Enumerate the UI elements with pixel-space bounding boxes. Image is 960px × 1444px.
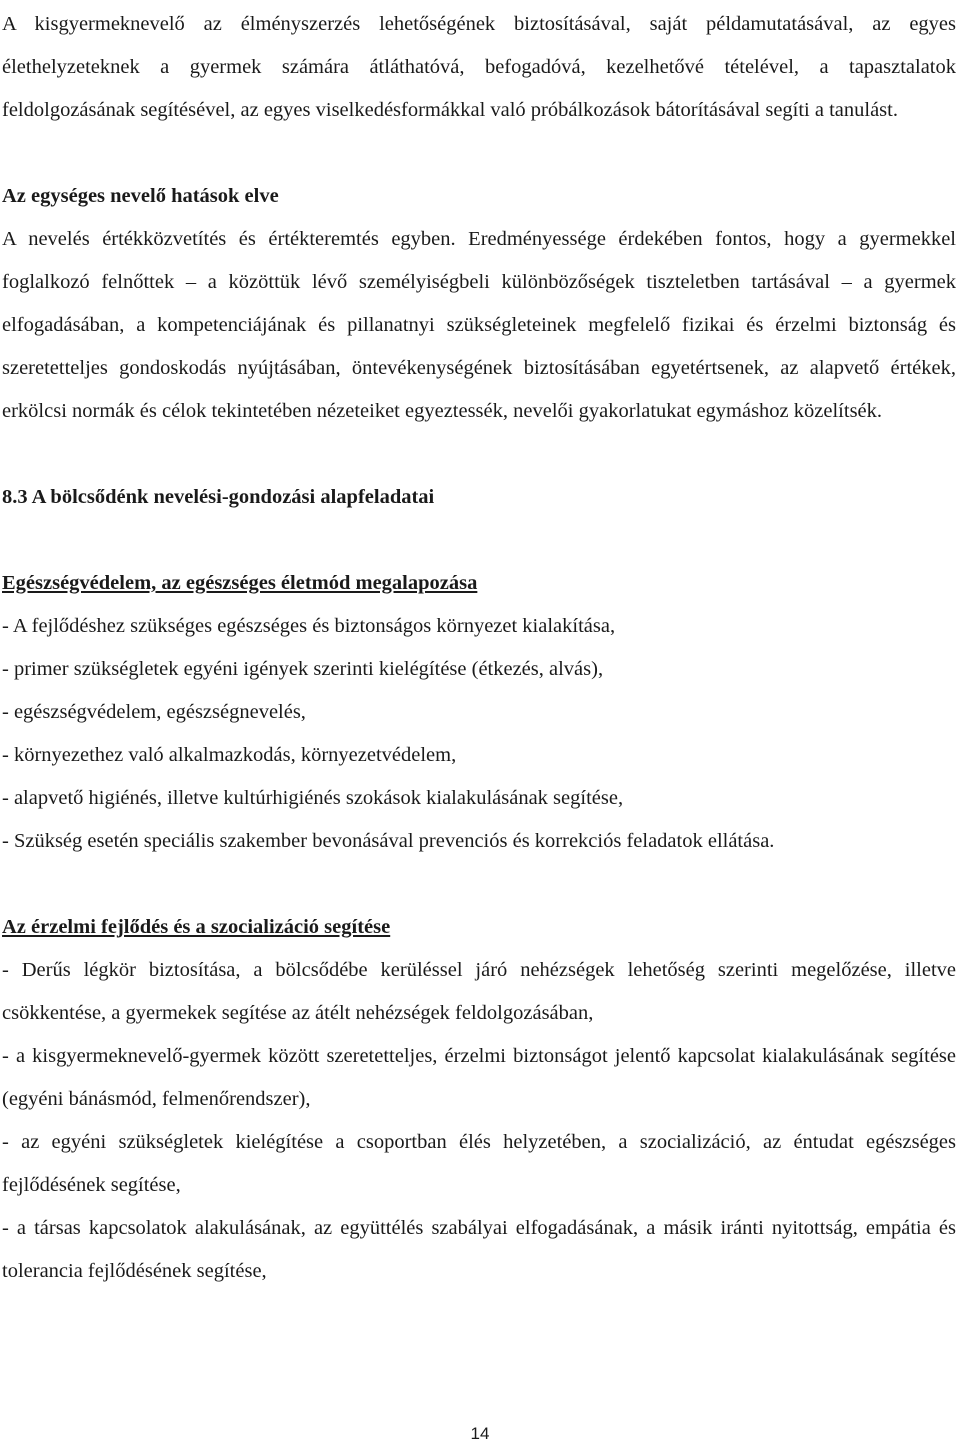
health-list (2, 605, 956, 863)
spacer (2, 863, 956, 906)
list-item: - Derűs légkör biztosítása, a bölcsődébe kerüléssel járó nehézségek lehetőség szerinti megelőzése, illetve csökkentése, a gyermekek segítése az átélt nehézségek feldolgozásában, (2, 959, 956, 1024)
list-item: - Szükség esetén speciális szakember bevonásával prevenciós és korrekciós feladatok ellátása. (2, 830, 775, 852)
section-heading-health: Egészségvédelem, az egészséges életmód megalapozása (2, 572, 478, 594)
spacer (2, 132, 956, 175)
section-heading-basic-tasks: 8.3 A bölcsődénk nevelési-gondozási alapfeladatai (2, 486, 435, 508)
list-item: - a kisgyermeknevelő-gyermek között szeretetteljes, érzelmi biztonságot jelentő kapcsolat kialakulásának segítése (egyéni bánásmód, felmenőrendszer), (2, 1045, 956, 1110)
list-item: - primer szükségletek egyéni igények szerinti kielégítése (étkezés, alvás), (2, 658, 604, 680)
list-item: - A fejlődéshez szükséges egészséges és biztonságos környezet kialakítása, (2, 615, 616, 637)
spacer (2, 433, 956, 476)
emotional-list (2, 949, 956, 1293)
list-item: - az egyéni szükségletek kielégítése a csoportban élés helyzetében, a szocializáció, az éntudat egészséges fejlődésének segítése, (2, 1131, 956, 1196)
list-item: - környezethez való alkalmazkodás, környezetvédelem, (2, 744, 457, 766)
list-item: - alapvető higiénés, illetve kultúrhigiénés szokások kialakulásának segítése, (2, 787, 624, 809)
page-number: 14 (470, 1424, 490, 1443)
list-item: - a társas kapcsolatok alakulásának, az együttélés szabályai elfogadásának, a másik iránti nyitottság, empátia és tolerancia fejlődésének segítése, (2, 1217, 956, 1282)
spacer (2, 519, 956, 562)
list-item: - egészségvédelem, egészségnevelés, (2, 701, 306, 723)
document-page (2, 0, 956, 1293)
section-heading-emotional: Az érzelmi fejlődés és a szocializáció segítése (2, 916, 391, 938)
unified-principle-paragraph: A nevelés értékközvetítés és értékteremtés egyben. Eredményessége érdekében fontos, hogy a gyermekkel foglalkozó felnőttek – a közöttük lévő személyiségbeli különbözőségek tiszteletben tartásával – a gyermek elfogadásában, a kompetenciájának és pillanatnyi szükségleteinek megfelelő fizikai és érzelmi biztonság és szeretetteljes gondoskodás nyújtásában, öntevékenységének biztosításában egyetértsenek, az alapvető értékek, erkölcsi normák és célok tekintetében nézeteiket egyeztessék, nevelői gyakorlatukat egymáshoz közelítsék. (2, 228, 956, 422)
intro-paragraph: A kisgyermeknevelő az élményszerzés lehetőségének biztosításával, saját példamutatásával, az egyes élethelyzeteknek a gyermek számára átláthatóvá, befogadóvá, kezelhetővé tételével, a tapasztalatok feldolgozásának segítésével, az egyes viselkedésformákkal való próbálkozások bátorításával segíti a tanulást. (2, 13, 956, 121)
section-heading-unified-principle: Az egységes nevelő hatások elve (2, 185, 279, 207)
